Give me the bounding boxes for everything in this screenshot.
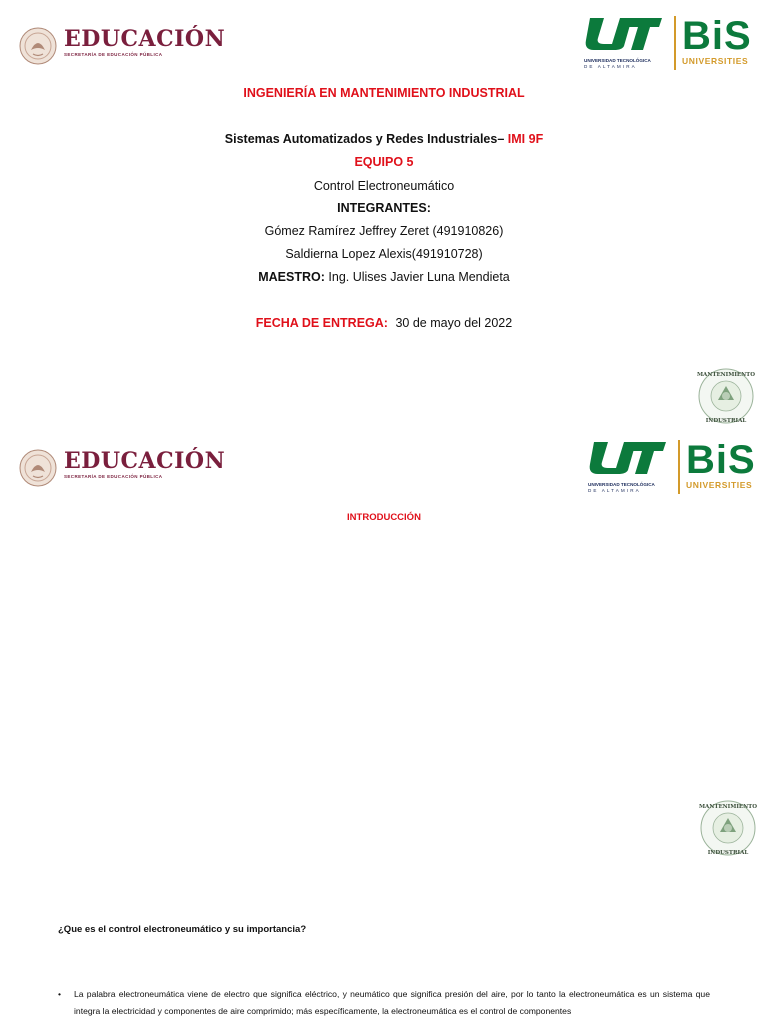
ut-subtitle-2: DE ALTAMIRA — [588, 488, 641, 493]
mantenimiento-stamp-icon — [696, 366, 756, 426]
program-title: INGENIERÍA EN MANTENIMIENTO INDUSTRIAL — [243, 86, 525, 100]
stamp-top-text: MANTENIMIENTO — [698, 804, 758, 810]
bis-subtitle: UNIVERSITIES — [682, 56, 749, 66]
logo-divider — [678, 440, 680, 494]
intro-paragraph: La palabra electroneumática viene de electro que significa eléctrico, y neumático que significa presión del aire, por lo tanto la electroneumática es un sistema que integra la electricidad y componentes de aire comprimido; más específicamente, la electroneumática es el control de componentes — [74, 989, 710, 1016]
teacher-name: Ing. Ulises Javier Luna Mendieta — [328, 270, 510, 284]
member-1: Gómez Ramírez Jeffrey Zeret (491910826) — [264, 224, 504, 238]
team-label: EQUIPO 5 — [354, 155, 414, 169]
intro-title: INTRODUCCIÓN — [347, 512, 421, 523]
teacher-line — [0, 270, 768, 284]
mexico-seal-icon — [18, 26, 58, 66]
educacion-wordmark: EDUCACIÓN — [64, 448, 226, 474]
due-label: FECHA DE ENTREGA: — [255, 316, 388, 330]
ut-subtitle-2: DE ALTAMIRA — [584, 64, 637, 69]
bis-wordmark: BiS — [682, 14, 752, 58]
subject-line — [0, 132, 768, 146]
ut-subtitle-1: UNIVERSIDAD TECNOLÓGICA — [584, 58, 651, 63]
logo-divider — [674, 16, 676, 70]
stamp-top-text: MANTENIMIENTO — [696, 372, 756, 378]
ut-subtitle-1: UNIVERSIDAD TECNOLÓGICA — [588, 482, 655, 487]
ut-bis-logo — [584, 16, 752, 70]
group-name: IMI 9F — [507, 132, 544, 146]
bullet-icon: • — [58, 989, 62, 999]
stamp-bottom-text: INDUSTRIAL — [705, 418, 747, 424]
stamp-bottom-text: INDUSTRIAL — [707, 850, 749, 856]
educacion-subtitle: SECRETARÍA DE EDUCACIÓN PÚBLICA — [64, 474, 163, 479]
ut-bis-logo-2 — [588, 440, 756, 494]
bis-wordmark: BiS — [686, 438, 756, 482]
bis-subtitle: UNIVERSITIES — [686, 480, 753, 490]
mexico-seal-icon — [18, 448, 58, 488]
educacion-wordmark: EDUCACIÓN — [64, 26, 226, 52]
bullet-item — [58, 986, 710, 1020]
educacion-logo-2 — [18, 448, 225, 488]
question-heading: ¿Que es el control electroneumático y su importancia? — [58, 924, 307, 935]
topic: Control Electroneumático — [313, 179, 455, 193]
subject-name: Sistemas Automatizados y Redes Industriales– — [224, 132, 505, 146]
ut-logo-icon — [588, 440, 668, 476]
due-line — [0, 316, 768, 330]
member-2: Saldierna Lopez Alexis(491910728) — [285, 247, 483, 261]
mantenimiento-stamp-icon — [698, 798, 758, 858]
ut-logo-icon — [584, 16, 664, 52]
educacion-logo — [18, 26, 225, 66]
teacher-label: MAESTRO: — [258, 270, 325, 284]
members-label: INTEGRANTES: — [337, 201, 431, 215]
due-date: 30 de mayo del 2022 — [395, 316, 513, 330]
educacion-subtitle: SECRETARÍA DE EDUCACIÓN PÚBLICA — [64, 52, 163, 57]
